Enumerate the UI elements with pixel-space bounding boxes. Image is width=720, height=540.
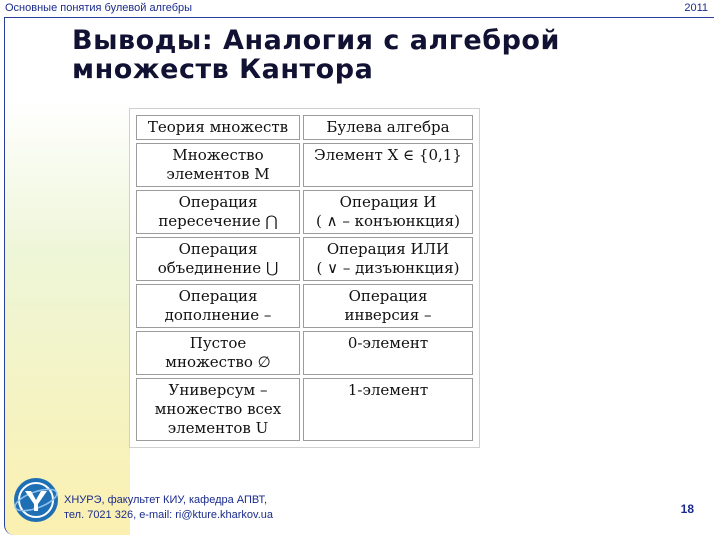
comparison-table-container — [129, 108, 480, 448]
table-cell-boolean — [303, 378, 473, 441]
cell-line: Элемент X ∈ {0,1} — [314, 146, 462, 164]
cell-line: Операция — [178, 193, 258, 211]
cell-line: элементов M — [166, 165, 270, 183]
slide-title-line-2: множеств Кантора — [72, 54, 374, 85]
cell-line: Операция ИЛИ — [326, 240, 450, 258]
table-row — [136, 143, 473, 187]
table-cell-set — [136, 331, 300, 375]
cell-line: элементов U — [167, 419, 269, 437]
cell-line: множество ∅ — [165, 353, 271, 371]
cell-line: Пустое — [189, 334, 247, 352]
table-cell-boolean — [303, 143, 473, 187]
table-cell-boolean — [303, 284, 473, 328]
header-year: 2011 — [684, 2, 708, 14]
cell-line: объединение ⋃ — [157, 259, 279, 277]
cell-line: инверсия – — [344, 306, 432, 324]
slide-title-line-1: Выводы: Аналогия с алгеброй — [72, 25, 560, 56]
cell-line: дополнение – — [164, 306, 272, 324]
table-cell-set — [136, 190, 300, 234]
cell-line: множество всех — [154, 400, 282, 418]
page-number: 18 — [680, 502, 694, 516]
footer-line-1: ХНУРЭ, факультет КИУ, кафедра АПВТ, — [64, 494, 268, 506]
cell-line: Универсум – — [168, 381, 268, 399]
cell-line: пересечение ⋂ — [158, 212, 278, 230]
slide-title — [72, 26, 560, 84]
table-header-row — [136, 115, 473, 140]
cell-line: Множество — [172, 146, 264, 164]
header-cell-boolean-algebra: Булева алгебра — [303, 115, 473, 140]
table-row — [136, 190, 473, 234]
table-cell-boolean — [303, 237, 473, 281]
table-row — [136, 331, 473, 375]
footer-line-2: тел. 7021 326, e-mail: ri@kture.kharkov.ua — [64, 509, 274, 521]
cell-line: ( ∨ – дизъюнкция) — [316, 259, 460, 277]
table-cell-set — [136, 284, 300, 328]
cell-line: 0-элемент — [347, 334, 429, 352]
cell-line: ( ∧ – конъюнкция) — [316, 212, 460, 230]
comparison-table — [133, 112, 476, 444]
table-cell-set — [136, 378, 300, 441]
table-cell-boolean — [303, 331, 473, 375]
table-cell-set — [136, 237, 300, 281]
table-row — [136, 284, 473, 328]
cell-line: Операция — [178, 287, 258, 305]
table-cell-boolean — [303, 190, 473, 234]
university-logo-icon — [12, 476, 60, 524]
cell-line: Операция — [348, 287, 428, 305]
table-cell-set — [136, 143, 300, 187]
table-row — [136, 237, 473, 281]
cell-line: 1-элемент — [347, 381, 429, 399]
header-cell-set-theory: Теория множеств — [136, 115, 300, 140]
table-row — [136, 378, 473, 441]
cell-line: Операция И — [339, 193, 437, 211]
cell-line: Операция — [178, 240, 258, 258]
footer-contacts — [64, 493, 273, 523]
header-topic: Основные понятия булевой алгебры — [5, 2, 193, 14]
